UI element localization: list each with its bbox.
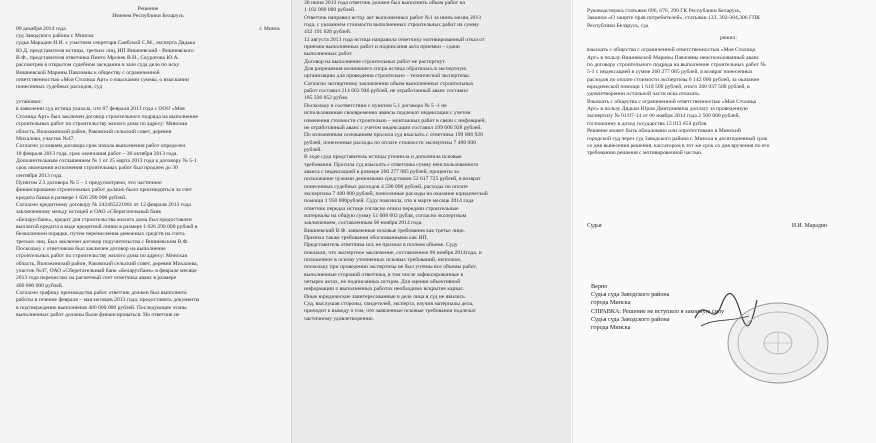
text-line: положенное в основу уточненных исковых требований, неполное,: [304, 257, 462, 264]
text-line: третьих лиц. Был заключен договор поручительства с Вишневским В.Ф.: [16, 238, 189, 245]
text-line: юридической помощи 1 618 500 рублей, итого 268 037 588 рублей, в: [587, 84, 750, 91]
text-line: Поскольку в соответствии с пунктом 5.1 договора № 5 -1 не: [304, 102, 447, 109]
text-line: рублей.: [304, 146, 322, 153]
page-3-preamble: [587, 8, 870, 30]
text-line: безналичном порядке, путем перечисления денежных средств на счета: [16, 231, 185, 238]
text-line: 1 102 000 000 рублей.: [304, 7, 356, 14]
text-line: судья Марадин И.И. с участием секретаря Санбской С.М., эксперта Дядька: [16, 40, 195, 47]
text-line: использованные своевременно авансы подлежат индексации с учетом: [304, 110, 471, 117]
text-line: работ составил 214 663 946 рублей, не отработанный аванс составил: [304, 88, 468, 95]
text-line: рассмотрев в открытом судебном заседании в зале суда дело по иску: [16, 62, 180, 69]
text-line: экспертизу № 01/07-14 от 06 ноября 2014 года 2 500 000 рублей,: [587, 113, 740, 120]
text-line: Согласно условиям договора срок начала выполнения работ определен: [16, 143, 186, 150]
text-line: кредита банка в размере 1 026 290 000 рублей.: [16, 194, 127, 201]
text-line: участок №47, ОАО «Сберегательный банк «Беларусбанк» в феврале месяце: [16, 268, 197, 275]
text-line: расходов по оплате стоимости экспертизы 6 142 000 рублей, за оказание: [587, 76, 760, 83]
text-line: пользование чужими денежными средствами 52 617 725 рублей, в возврат: [304, 176, 481, 183]
text-line: Вишневский В.Ф. заявленные исковые требования как третье лицо.: [304, 227, 466, 234]
text-line: приходит к выводу о том, что заявленные исковые требования подлежат: [304, 308, 477, 315]
text-line: Согласно кредитному договору № 242465221001 от 12 февраля 2013 года: [16, 201, 191, 208]
text-line: ответственностью «Моя Столица Арт» о взыскании суммы, о взыскании: [16, 77, 189, 84]
date-city-row: [16, 26, 280, 33]
cert-line-city-1: города Минска: [591, 299, 631, 307]
text-line: Иные юридические заинтересованные в деле лица в суд не явились.: [304, 293, 467, 300]
text-line: в подтверждение выполнения 400 000 000 рублей. Последующие этапы: [16, 304, 187, 311]
text-line: Республики Беларусь, суд: [587, 22, 649, 29]
text-line: взыскать с общества с ограниченной ответственностью «Моя Столица: [587, 47, 756, 54]
text-line: 30 июня 2013 года ответчик должен был выполнить объем работ на: [304, 0, 465, 6]
text-line: область, Воложинский район, Раковский сельский совет, деревня: [16, 128, 172, 135]
resolved-label: решил:: [720, 35, 737, 42]
text-line: установил:: [16, 99, 43, 106]
text-line: Решение может быть обжаловано или опротестовано в Минский: [587, 128, 741, 135]
text-line: Согласно экспертному заключению объем выполненных строительных: [304, 80, 474, 87]
page-1-body: [16, 33, 280, 319]
text-line: Представитель ответчика иск не признал в полном объеме. Суду: [304, 242, 458, 249]
cert-line-judge-2: Судья суда Заводского района: [591, 315, 670, 323]
text-line: Михалова, участок №47.: [16, 135, 75, 142]
text-line: четырех актах, не подписанных истцом. Для оценки объективной: [304, 279, 461, 286]
text-line: ответчик передал истице согласно описи передачи строительные: [304, 205, 459, 212]
text-line: В ходе суда представитель истицы уточнила и дополнила исковые: [304, 154, 462, 161]
text-line: информации о выполненных работах необходимо вскрытие каркас.: [304, 286, 465, 293]
text-line: требования. Просила суд взыскать с ответчика сумму неиспользованного: [304, 161, 479, 168]
decision-date: 09 декабря 2014 года: [16, 25, 66, 32]
text-line: в заявлении суд истица указала, что 07 февраля 2013 года с ООО «Моя: [16, 106, 185, 113]
text-line: выполненных работ.: [304, 51, 353, 58]
text-line: года, с указанием стоимости выполненных строительных работ на сумму: [304, 22, 479, 29]
decision-heading: Решение: [137, 6, 159, 12]
page-2-body: [304, 0, 561, 323]
judge-name: И.И. Марадин: [791, 223, 827, 229]
text-line: Договор на выполнение строительных работ не расторгнут.: [304, 58, 446, 65]
text-line: поскольку при проведении экспертизы не был учтены все объемы работ,: [304, 264, 477, 271]
text-line: 18 февраля 2013 года, срок окончания работ – 30 октября 2013 года.: [16, 150, 178, 157]
cert-line-note: СПРАВКА: Решение не вступило в законную силу: [591, 307, 725, 315]
text-line: понесенных судебных расходов 4 590 000 рублей, расходы по оплате: [304, 183, 468, 190]
text-line: В.Ф., представителя ответчика Пинто Мрочек В.И., Скуратова Ю.А.: [16, 55, 179, 62]
cert-line-verno: Верно: [591, 283, 608, 290]
text-line: срок окончания исполнения строительных работ был продлен до 30: [16, 165, 178, 172]
text-line: Ответчик направил истцу акт выполненных работ №1 за июнь месяц 2013: [304, 14, 482, 21]
document-page-3: [572, 0, 876, 443]
text-line: понесенных судебных расходов, суд: [16, 84, 103, 91]
text-line: Для разрешения возникшего спора истица обратилась в экспертную: [304, 66, 467, 73]
text-line: удовлетворении остальной части иска отказать.: [587, 91, 701, 98]
text-line: рублей, понесенные расходы по оплате стоимости экспертизы 7 400 000: [304, 139, 476, 146]
text-line: Законом «О защите прав потребителей», статьями 133, 302-304,306 ГПК: [587, 15, 760, 22]
text-line: Согласно графику производства работ ответчик должен был выполнить: [16, 290, 187, 297]
judge-label: Судья: [587, 223, 602, 229]
text-line: городской суд через суд Заводского района г. Минска в десятидневный срок: [587, 135, 768, 142]
text-line: частичному удовлетворению.: [304, 315, 375, 322]
text-line: 432 191 028 рублей.: [304, 29, 352, 36]
text-line: заключением, составленным 06 ноября 2014 года.: [304, 220, 423, 227]
text-line: Арт» в пользу Вишневской Марины Павловны неиспользованный аванс: [587, 54, 760, 61]
text-line: Дополнительным соглашением № 1 от 25 марта 2013 года к договору № 5-1: [16, 157, 197, 164]
text-line: экспертизы 7 400 000 рублей, понесенные расходы на оказание юридической: [304, 190, 488, 197]
text-line: изменения стоимости строительно – монтажных работ в связи с инфляцией,: [304, 117, 486, 124]
court-seal-icon: [723, 298, 833, 388]
text-line: со дня вынесения решения, кассатором в тот же срок со дня вручения по его: [587, 142, 770, 149]
text-line: выплатой кредита в виде кредитной линии в размере 1 026 290 000 рублей в: [16, 223, 198, 230]
text-line: 5-1 с индексацией в сумме 260 277 085 рублей, в возврат понесенных: [587, 69, 753, 76]
text-line: Суд, выслушав стороны, свидетелей, эксперта, изучив материалы дела,: [304, 301, 474, 308]
text-line: [16, 92, 280, 99]
judge-signature-row: [587, 223, 867, 230]
decision-city: г. Минск: [259, 25, 280, 32]
text-line: Пунктом 2.3 договора № 5 – 1 предусмотрено, что частичное: [16, 179, 162, 186]
text-line: не отработанный аванс с учетом индексации составил 199 606 928 рублей.: [304, 124, 482, 131]
text-line: Ю.Д. представителя истицы, третьих лиц, ИП Вишневский - Вишневского: [16, 47, 194, 54]
text-line: аванса с индексацией в размере 260 277 085 рублей, проценты за: [304, 168, 459, 175]
text-line: выполненные стороной ответчика, в том числе зафиксированные в: [304, 271, 464, 278]
text-line: 12 августа 2013 года истица направила ответчику мотивированный отказ от: [304, 36, 485, 43]
text-line: выполненных работ должны были финансироваться. Но ответчик не: [16, 312, 180, 319]
text-line: строительных работ по строительству жилого дома по адресу: Минская: [16, 121, 187, 128]
text-line: Руководствуясь статьями 696, 676, 290 ГК Республики Беларусь,: [587, 8, 742, 14]
text-line: работы в течение февраля – мая месяцев 2013 года, предоставить документы: [16, 297, 200, 304]
decision-subheading: Именем Республики Беларусь: [112, 13, 184, 20]
text-line: показали, что экспертное заключение, составленное 06 ноября 2014года, и: [304, 249, 482, 256]
text-line: по договору строительного подряда на выполнение строительных работ №: [587, 62, 766, 69]
text-line: приемки выполненных работ и подписания акта приемки – сдачи: [304, 44, 460, 51]
text-line: 400 000 000 рублей.: [16, 282, 64, 289]
text-line: заключенному между истицей и ОАО «Сберегательный банк: [16, 209, 162, 216]
text-line: Вишневской Марины Павловны к обществу с ограниченной: [16, 69, 160, 76]
document-page-1: [0, 0, 290, 443]
text-line: По изложенным основаниям просила суд взыскать с ответчика 199 606 928: [304, 132, 483, 139]
text-line: «Беларусбанк», кредит для строительства жилого дома был предоставлен: [16, 216, 192, 223]
text-line: 185 336 052 рубля.: [304, 95, 349, 102]
text-line: госпошлину в доход государства 13 013 854 рубля.: [587, 120, 708, 127]
cert-line-judge-1: Судья суда Заводского района: [591, 291, 670, 299]
text-line: Поскольку с ответчиком был заключен договор на выполнение: [16, 246, 166, 252]
text-line: 2013 года перечислил на расчетный счет ответчика аванс в размере: [16, 275, 177, 282]
text-line: материалы на общую сумму 51 008 602 рубля, согласно экспертным: [304, 212, 467, 219]
text-line: финансирование строительных работ должно было производиться за счет: [16, 187, 193, 194]
cert-line-city-2: города Минска: [591, 324, 631, 332]
text-line: Столица Арт» был заключен договор строительного подряда на выполнение: [16, 113, 198, 120]
page-3-operative-part: [587, 47, 870, 157]
document-page-2: [291, 0, 571, 443]
text-line: область, Воложинский район, Раковский сельский совет, деревня Михалова,: [16, 260, 198, 267]
text-line: сентября 2013 года.: [16, 172, 63, 179]
text-line: суд Заводского района г. Минска: [16, 33, 94, 40]
text-line: требованию решения с мотивировочной частью.: [587, 150, 703, 157]
text-line: Взыскать с общества с ограниченной ответственностью «Моя Столица: [587, 98, 757, 105]
text-line: организацию для проведения строительно – технической экспертизы.: [304, 73, 470, 80]
text-line: помощи 1 950 000рублей. Суду пояснила, что в марте месяце 2014 года: [304, 198, 474, 205]
text-line: Арт» в пользу Дядьки Юрия Дмитриевича доплату за проведенную: [587, 106, 748, 113]
text-line: строительных работ по строительству жилого дома по адресу: Минская: [16, 253, 187, 260]
text-line: Признал также требования обоснованными как ИП.: [304, 235, 428, 241]
